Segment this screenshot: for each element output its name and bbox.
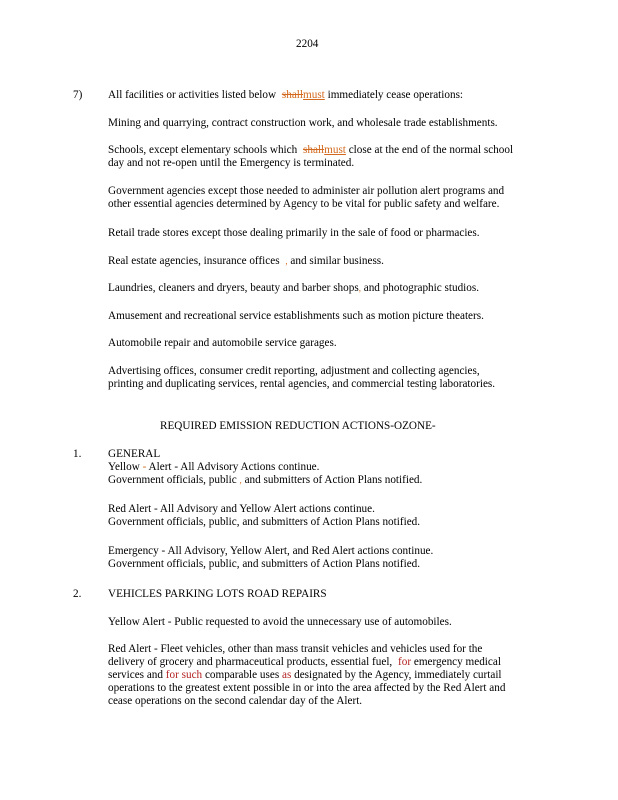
item-7-intro (108, 89, 568, 102)
section-heading: REQUIRED EMISSION REDUCTION ACTIONS-OZONE- (160, 420, 436, 432)
paragraph-laundries (108, 282, 568, 295)
edit-mark: , (358, 283, 361, 293)
inserted-text: for such (165, 669, 203, 681)
red-alert-line2: Government officials, public, and submitters of Action Plans notified. (108, 516, 421, 528)
inserted-text: must (324, 144, 346, 156)
red-alert-l5: cease operations on the second calendar day of the Alert. (108, 695, 363, 707)
laundries-pre: Laundries, cleaners and dryers, beauty and barber shops (108, 282, 359, 294)
inserted-text: as (281, 669, 292, 681)
section-1-emergency (108, 545, 568, 571)
red-alert-l2-b: emergency medical (413, 656, 501, 668)
item-7-number: 7) (73, 89, 83, 101)
yellow-label: Yellow (108, 461, 140, 473)
paragraph-retail: Retail trade stores except those dealing primarily in the sale of food or pharmacies. (108, 227, 480, 239)
paragraph-mining: Mining and quarrying, contract construction work, and wholesale trade establishments. (108, 117, 498, 129)
advertising-line1: Advertising offices, consumer credit reporting, adjustment and collecting agencies, (108, 365, 480, 377)
edit-mark: - (142, 461, 147, 473)
red-alert-l3-c: designated by the Agency, immediately curtail (294, 669, 502, 681)
emergency-line2: Government officials, public, and submitters of Action Plans notified. (108, 558, 421, 570)
section-1-red-alert (108, 503, 568, 529)
inserted-text: for (398, 656, 412, 668)
paragraph-amusement: Amusement and recreational service establishments such as motion picture theaters. (108, 310, 484, 322)
intro-pre: All facilities or activities listed below (108, 89, 277, 101)
page-number: 2204 (296, 38, 319, 50)
advertising-line2: printing and duplicating services, rental agencies, and commercial testing laboratories. (108, 378, 496, 390)
paragraph-automobile: Automobile repair and automobile service garages. (108, 337, 337, 349)
paragraph-government (108, 185, 568, 211)
red-alert-l3-a: services and (108, 669, 163, 681)
section-1-number: 1. (73, 448, 82, 460)
yellow-line2-b: and submitters of Action Plans notified. (244, 474, 423, 486)
red-alert-l2-a: delivery of grocery and pharmaceutical products, essential fuel, (108, 656, 393, 668)
section-2-number: 2. (73, 588, 82, 600)
government-line1: Government agencies except those needed to administer air pollution alert programs and (108, 185, 505, 197)
section-1-title: GENERAL (108, 448, 161, 460)
inserted-text: must (303, 89, 325, 101)
red-alert-l4: operations to the greatest extent possible in or into the area affected by the Red Alert and (108, 682, 506, 694)
red-alert-l3-b: comparable uses (204, 669, 280, 681)
schools-pre: Schools, except elementary schools which (108, 144, 298, 156)
edit-mark: , (285, 256, 288, 266)
edit-mark: , (239, 475, 242, 485)
schools-post: close at the end of the normal school (348, 144, 514, 156)
deleted-text: shall (281, 89, 304, 101)
real-estate-post: and similar business. (290, 255, 384, 267)
red-alert-line1: Red Alert - All Advisory and Yellow Alert actions continue. (108, 503, 375, 515)
real-estate-pre: Real estate agencies, insurance offices (108, 255, 280, 267)
laundries-post: and photographic studios. (363, 282, 480, 294)
section-2-red-alert (108, 643, 568, 708)
government-line2: other essential agencies determined by Agency to be vital for public safety and welfare. (108, 198, 500, 210)
red-alert-l1: Red Alert - Fleet vehicles, other than mass transit vehicles and vehicles used for the (108, 643, 483, 655)
intro-post: immediately cease operations: (327, 89, 464, 101)
yellow-line2-a: Government officials, public (108, 474, 237, 486)
deleted-text: shall (303, 144, 325, 156)
paragraph-schools (108, 144, 568, 170)
section-2-title: VEHICLES PARKING LOTS ROAD REPAIRS (108, 588, 327, 600)
section-2-yellow-alert: Yellow Alert - Public requested to avoid the unnecessary use of automobiles. (108, 616, 452, 628)
yellow-text: Alert - All Advisory Actions continue. (148, 461, 320, 473)
paragraph-advertising (108, 365, 568, 391)
paragraph-real-estate (108, 255, 568, 268)
emergency-line1: Emergency - All Advisory, Yellow Alert, and Red Alert actions continue. (108, 545, 434, 557)
section-1-general (108, 448, 568, 487)
schools-line2: day and not re-open until the Emergency is terminated. (108, 157, 355, 169)
